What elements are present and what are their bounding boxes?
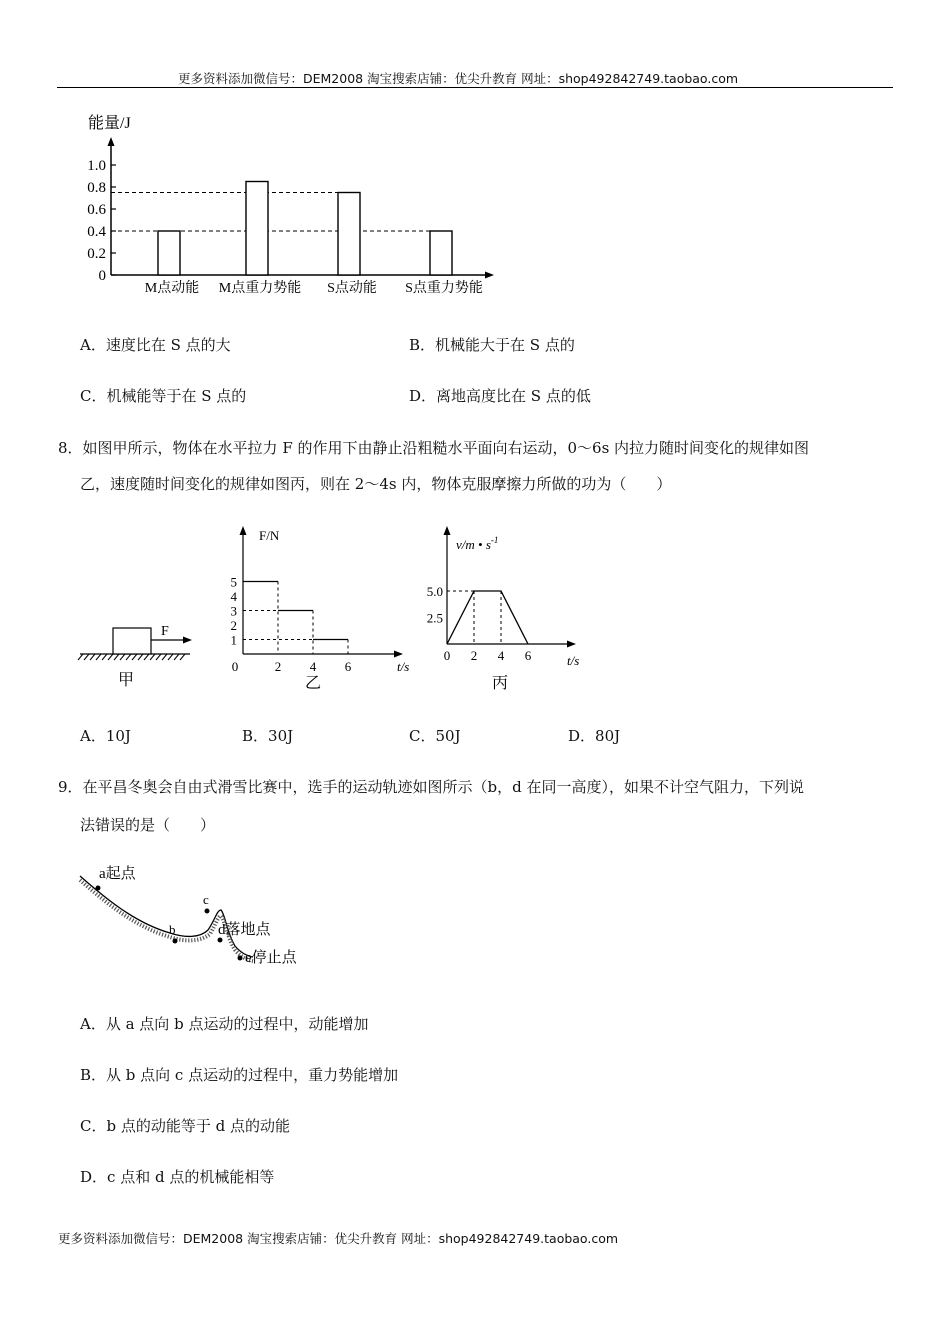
bing-xtick-label: 2 <box>470 648 478 663</box>
q7-option-b: B．机械能大于在 S 点的 <box>409 336 575 354</box>
bing-x-arrow <box>567 641 576 648</box>
bar-category-label: M点动能 <box>144 281 200 296</box>
yi-ytick-label: 5 <box>230 574 237 590</box>
bar-0 <box>158 231 180 275</box>
ground-hatch <box>78 654 185 660</box>
hatch-stroke <box>78 654 83 660</box>
label-b: b <box>169 922 176 937</box>
bar-ytick-label: 0.4 <box>87 224 106 240</box>
ski-trajectory-figure <box>75 858 315 973</box>
bar-category-label: S点重力势能 <box>405 281 483 296</box>
velocity-time-chart <box>420 518 600 695</box>
force-arrow-head <box>183 637 192 644</box>
bing-xtick-label: 4 <box>497 648 505 663</box>
hatch-stroke <box>168 654 173 660</box>
point-e <box>238 956 243 961</box>
yi-ytick-label: 2 <box>230 618 237 633</box>
hatch-stroke <box>102 654 107 660</box>
bing-ytick-label: 5.0 <box>426 584 443 599</box>
hatch-stroke <box>120 654 125 660</box>
bar-category-label: S点动能 <box>327 281 377 296</box>
energy-bar-chart <box>70 105 510 305</box>
bar-category-label: M点重力势能 <box>218 281 302 296</box>
force-label: F <box>161 624 169 639</box>
page-header: 更多资料添加微信号：DEM2008 淘宝搜索店铺：优尖升教育 网址：shop492842749.taobao.com <box>178 71 739 86</box>
yi-x-arrow <box>394 651 403 658</box>
q8-option-d: D．80J <box>568 727 621 745</box>
bar-ytick-label: 0.8 <box>87 180 106 196</box>
q9-stem-line1: 9．在平昌冬奥会自由式滑雪比赛中，选手的运动轨迹如图所示（b，d 在同一高度），如果不计空气阻力，下列说 <box>58 778 805 796</box>
hatch-stroke <box>132 654 137 660</box>
q9-stem-line2: 法错误的是（ ） <box>80 816 216 834</box>
hatch-stroke <box>144 654 149 660</box>
chart-x-arrow <box>485 272 494 279</box>
bar-3 <box>430 231 452 275</box>
q8-option-c: C．50J <box>409 727 461 745</box>
figure-jia <box>75 600 205 695</box>
hatch-stroke <box>84 654 89 660</box>
hatch-stroke <box>90 654 95 660</box>
yi-xtick-label: 4 <box>309 659 317 674</box>
yi-xlabel: t/s <box>397 659 410 674</box>
yi-y-arrow <box>240 526 247 535</box>
ski-slope <box>80 876 253 957</box>
point-b <box>173 939 178 944</box>
hatch-stroke <box>174 654 179 660</box>
yi-ytick-label: 1 <box>230 632 237 648</box>
yi-xtick-label: 0 <box>231 659 239 674</box>
page-footer: 更多资料添加微信号：DEM2008 淘宝搜索店铺：优尖升教育 网址：shop492842749.taobao.com <box>58 1231 619 1246</box>
caption-jia: 甲 <box>118 672 135 689</box>
q9-option-c: C．b 点的动能等于 d 点的动能 <box>80 1117 290 1135</box>
bar-ytick-label: 0.6 <box>87 202 106 218</box>
caption-bing: 丙 <box>492 675 509 692</box>
bing-xlabel: t/s <box>567 653 580 668</box>
q7-option-a: A．速度比在 S 点的大 <box>80 336 231 354</box>
caption-yi: 乙 <box>305 675 322 692</box>
q9-option-b: B．从 b 点向 c 点运动的过程中，重力势能增加 <box>80 1066 399 1084</box>
force-time-chart <box>225 518 425 695</box>
q7-option-c: C．机械能等于在 S 点的 <box>80 387 247 405</box>
ski-slope-hatch <box>80 880 253 961</box>
point-a <box>96 886 101 891</box>
q8-option-a: A．10J <box>80 727 131 745</box>
hatch-stroke <box>180 654 185 660</box>
bing-ylabel: v/m • $s^{-1}$ <box>456 535 499 552</box>
yi-ytick-label: 4 <box>230 589 237 604</box>
label-c: c <box>203 892 209 907</box>
bar-1 <box>246 182 268 276</box>
chart-y-arrow <box>108 137 115 146</box>
label-e: e停止点 <box>245 950 297 966</box>
hatch-stroke <box>96 654 101 660</box>
bing-velocity-line <box>447 591 528 644</box>
bar-ytick-label: 0.2 <box>87 246 106 262</box>
hatch-stroke <box>114 654 119 660</box>
bar-ytick-label: 0 <box>98 268 106 284</box>
label-d: d落地点 <box>218 922 271 938</box>
q8-stem-line2: 乙，速度随时间变化的规律如图丙，则在 2～4s 内，物体克服摩擦力所做的功为（ ） <box>80 475 672 493</box>
hatch-stroke <box>150 654 155 660</box>
hatch-stroke <box>108 654 113 660</box>
bar-ytick-label: 1.0 <box>87 158 106 174</box>
hatch-stroke <box>156 654 161 660</box>
q8-option-b: B．30J <box>242 727 294 745</box>
bing-ytick-label: 2.5 <box>426 610 443 626</box>
yi-ylabel: F/N <box>259 528 280 543</box>
q9-option-d: D．c 点和 d 点的机械能相等 <box>80 1168 275 1186</box>
bing-y-arrow <box>444 526 451 535</box>
hatch-stroke <box>126 654 131 660</box>
yi-xtick-label: 2 <box>274 659 282 674</box>
yi-xtick-label: 6 <box>344 659 352 674</box>
point-d <box>218 938 223 943</box>
label-a: a起点 <box>99 866 136 882</box>
q8-stem-line1: 8．如图甲所示，物体在水平拉力 F 的作用下由静止沿粗糙水平面向右运动，0～6s 内拉力随时间变化的规律如图 <box>58 439 810 457</box>
bing-xtick-label: 0 <box>443 648 451 663</box>
block <box>113 628 151 654</box>
header-rule <box>57 87 893 88</box>
hatch-stroke <box>162 654 167 660</box>
bing-xtick-label: 6 <box>524 648 532 663</box>
bar-2 <box>338 193 360 276</box>
q9-option-a: A．从 a 点向 b 点运动的过程中，动能增加 <box>80 1015 369 1033</box>
chart-ylabel: 能量/J <box>88 115 131 132</box>
hatch-stroke <box>138 654 143 660</box>
yi-ytick-label: 3 <box>230 603 237 619</box>
q7-option-d: D．离地高度比在 S 点的低 <box>409 387 591 405</box>
point-c <box>205 909 210 914</box>
